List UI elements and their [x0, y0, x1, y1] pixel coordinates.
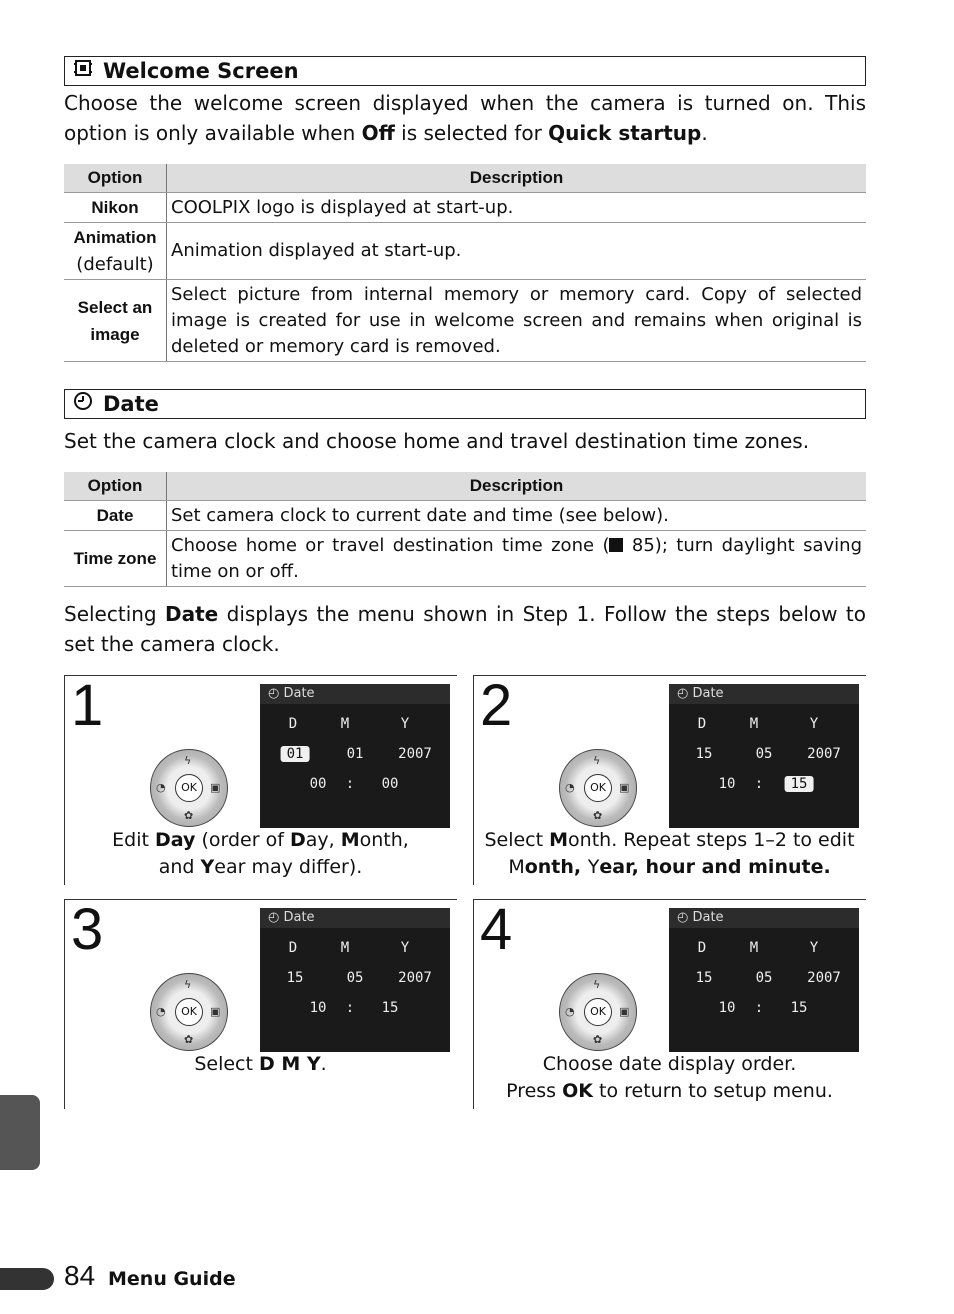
macro-icon: ✿ — [184, 809, 194, 822]
clock-icon: ◴ — [268, 686, 284, 701]
clock-icon: ◴ — [268, 910, 284, 925]
clock-icon: ◴ — [677, 686, 693, 701]
exposure-icon: ▣ — [619, 1005, 630, 1018]
multi-selector-dial — [150, 973, 228, 1051]
multi-selector-dial — [150, 749, 228, 827]
self-timer-icon: ◔ — [156, 781, 166, 794]
self-timer-icon: ◔ — [565, 781, 575, 794]
step-caption: Select D M Y. — [194, 1053, 327, 1075]
page-marker — [0, 1268, 54, 1290]
welcome-options-table: Option Description Nikon COOLPIX logo is displayed at start-up. Animation (default) Animation displayed at start-up. Select an image Select picture from internal memory or memory card. Copy of selected image is created for use in welcome screen and remains when original is deleted or memory card is removed. — [64, 164, 866, 362]
step-caption: Edit Day (order of Day, Month, and Year may differ). — [112, 829, 409, 878]
date-title: Date — [103, 392, 159, 416]
table-row: Nikon COOLPIX logo is displayed at start-up. — [64, 193, 866, 223]
page-ref-icon — [609, 538, 623, 552]
ok-button-icon: OK — [584, 998, 612, 1026]
date-selecting-text: Selecting Date displays the menu shown in Step 1. Follow the steps below to set the camera clock. — [64, 602, 866, 656]
exposure-icon: ▣ — [210, 1005, 221, 1018]
camera-screen: ◴ Date D M Y 01 01 2007 00 : 00 — [260, 684, 450, 828]
welcome-screen-icon — [71, 57, 95, 85]
clock-icon — [71, 390, 95, 418]
step-number: 2 — [480, 673, 513, 738]
camera-screen: ◴ Date D M Y 15 05 2007 10 : 15 — [669, 908, 859, 1052]
section-tab — [0, 1095, 40, 1170]
table-row: Date Set camera clock to current date and time (see below). — [64, 501, 866, 531]
screen-title: ◴ Date — [260, 908, 450, 928]
step-number: 3 — [71, 897, 104, 962]
flash-icon: ϟ — [593, 978, 601, 991]
step-caption: Choose date display order. Press OK to return to setup menu. — [506, 1053, 833, 1102]
macro-icon: ✿ — [184, 1033, 194, 1046]
date-intro: Set the camera clock and choose home and travel destination time zones. — [64, 429, 810, 453]
welcome-intro: Choose the welcome screen displayed when the camera is turned on. This option is only available when Off is selected for Quick startup. — [64, 91, 866, 145]
flash-icon: ϟ — [184, 978, 192, 991]
step-number: 1 — [71, 673, 104, 738]
camera-screen: ◴ Date D M Y 15 05 2007 10 : 15 — [669, 684, 859, 828]
multi-selector-dial — [559, 749, 637, 827]
step-number: 4 — [480, 897, 513, 962]
date-heading — [64, 389, 866, 419]
welcome-screen-heading — [64, 56, 866, 86]
macro-icon: ✿ — [593, 809, 603, 822]
screen-title: ◴ Date — [669, 908, 859, 928]
date-options-table: Option Description Date Set camera clock to current date and time (see below). Time zone Choose home or travel destination time zone ( 85); turn daylight saving time on or off. — [64, 472, 866, 587]
self-timer-icon: ◔ — [156, 1005, 166, 1018]
flash-icon: ϟ — [593, 754, 601, 767]
ok-button-icon: OK — [175, 998, 203, 1026]
table-row: Select an image Select picture from internal memory or memory card. Copy of selected image is created for use in welcome screen and remains when original is deleted or memory card is removed. — [64, 280, 866, 362]
screen-title: ◴ Date — [669, 684, 859, 704]
page-number: 84 — [64, 1260, 96, 1291]
exposure-icon: ▣ — [210, 781, 221, 794]
ok-button-icon: OK — [175, 774, 203, 802]
clock-icon: ◴ — [677, 910, 693, 925]
flash-icon: ϟ — [184, 754, 192, 767]
table-row: Time zone Choose home or travel destination time zone ( 85); turn daylight saving time on or off. — [64, 531, 866, 587]
section-name: Menu Guide — [108, 1268, 236, 1290]
ok-button-icon: OK — [584, 774, 612, 802]
welcome-screen-title: Welcome Screen — [103, 59, 299, 83]
self-timer-icon: ◔ — [565, 1005, 575, 1018]
exposure-icon: ▣ — [619, 781, 630, 794]
screen-title: ◴ Date — [260, 684, 450, 704]
step-caption: Select Month. Repeat steps 1–2 to edit Month, Year, hour and minute. — [484, 829, 855, 878]
macro-icon: ✿ — [593, 1033, 603, 1046]
camera-screen: ◴ Date D M Y 15 05 2007 10 : 15 — [260, 908, 450, 1052]
table-row: Animation (default) Animation displayed at start-up. — [64, 223, 866, 280]
multi-selector-dial — [559, 973, 637, 1051]
